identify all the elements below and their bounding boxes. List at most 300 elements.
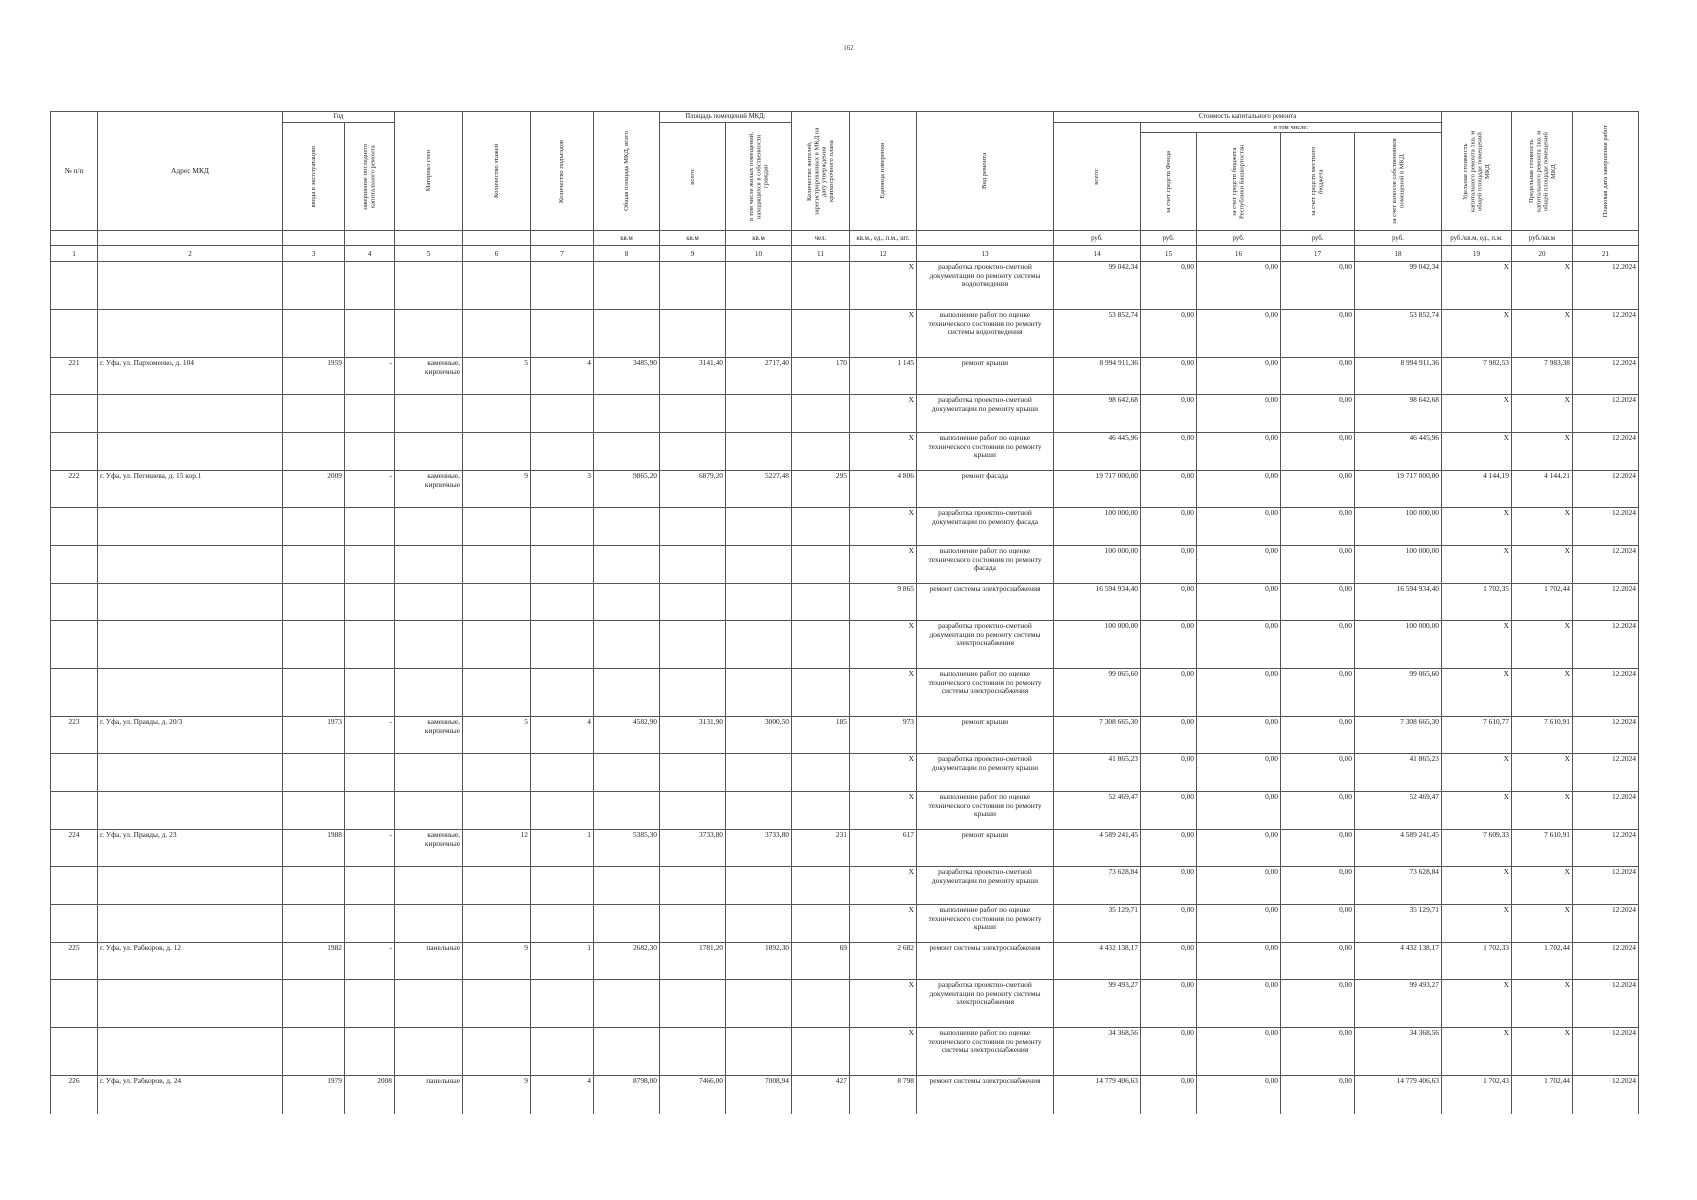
cell-date: 12.2024 <box>1573 754 1639 792</box>
cell-qty: 8 798 <box>850 1076 917 1114</box>
unit-cell <box>283 231 345 246</box>
header-area-total: всего: <box>660 123 726 231</box>
cell-mcost: 4 144,21 <box>1512 471 1573 508</box>
cell-y2: - <box>345 830 395 867</box>
header-including: в том числе: <box>1141 123 1442 133</box>
cell-ucost: X <box>1442 1028 1512 1076</box>
cell-floors: 12 <box>463 830 531 867</box>
cell-ucost: X <box>1442 621 1512 669</box>
cell-res <box>792 980 850 1028</box>
cell-floors <box>463 508 531 546</box>
cell-fund: 0,00 <box>1141 358 1197 395</box>
cell-owners: 100 000,00 <box>1355 546 1442 584</box>
header-residents: Количество жителей, зарегистрированных в МКД на дату утверждения краткосрочного плана <box>792 112 850 231</box>
cell-date: 12.2024 <box>1573 471 1639 508</box>
cell-material <box>395 905 463 943</box>
cell-y1: 1979 <box>283 1076 345 1114</box>
cell-address <box>98 792 283 830</box>
table-row <box>51 546 1639 584</box>
cell-fund: 0,00 <box>1141 508 1197 546</box>
unit-cell: руб. <box>1054 231 1141 246</box>
cell-total: 99 042,34 <box>1054 262 1141 310</box>
cell-tarea <box>594 310 660 358</box>
table-row <box>51 905 1639 943</box>
cell-floors <box>463 310 531 358</box>
cell-entr: 1 <box>531 830 594 867</box>
cell-y2 <box>345 546 395 584</box>
header-area-owned-sub: в том числе жилых помещений, находящихся в собственности граждан <box>726 123 792 231</box>
cell-address: г. Уфа, ул. Правды, д. 20/3 <box>98 717 283 754</box>
unit-cell <box>98 231 283 246</box>
unit-cell: руб./кв.м <box>1512 231 1573 246</box>
cell-local: 0,00 <box>1281 546 1355 584</box>
cell-y2 <box>345 669 395 717</box>
cell-tarea <box>594 621 660 669</box>
cell-total: 73 628,84 <box>1054 867 1141 905</box>
cell-date: 12.2024 <box>1573 395 1639 433</box>
cell-no <box>51 262 98 310</box>
cell-tarea <box>594 754 660 792</box>
cell-no <box>51 905 98 943</box>
cell-rep: 0,00 <box>1197 905 1281 943</box>
cell-tarea <box>594 395 660 433</box>
cell-tarea <box>594 905 660 943</box>
unit-cell <box>395 231 463 246</box>
cell-qty: X <box>850 433 917 471</box>
cell-entr <box>531 754 594 792</box>
page-number: 162 <box>843 44 854 52</box>
cell-fund: 0,00 <box>1141 905 1197 943</box>
cell-work: выполнение работ по оценке технического состояния по ремонту крыши <box>917 433 1054 471</box>
cell-fund: 0,00 <box>1141 310 1197 358</box>
cell-work: ремонт крыши <box>917 358 1054 395</box>
cell-owned <box>726 792 792 830</box>
cell-tarea <box>594 867 660 905</box>
cell-owners: 100 000,00 <box>1355 621 1442 669</box>
cell-work: ремонт системы электроснабжения <box>917 584 1054 621</box>
cell-address <box>98 584 283 621</box>
cell-rep: 0,00 <box>1197 1028 1281 1076</box>
cell-date: 12.2024 <box>1573 867 1639 905</box>
header-unit-cost: Удельная стоимость капитального ремонта 1кв. м общей площади помещений МКД <box>1442 112 1512 231</box>
cell-work: выполнение работ по оценке технического состояния по ремонту системы электроснабжения <box>917 669 1054 717</box>
cell-owners: 73 628,84 <box>1355 867 1442 905</box>
cell-floors <box>463 262 531 310</box>
cell-area: 1781,20 <box>660 943 726 980</box>
cell-material: каменные, кирпичные <box>395 471 463 508</box>
cell-owners: 16 594 934,40 <box>1355 584 1442 621</box>
cell-mcost: 7 610,91 <box>1512 830 1573 867</box>
cell-work: выполнение работ по оценке технического состояния по ремонту крыши <box>917 792 1054 830</box>
cell-total: 4 432 138,17 <box>1054 943 1141 980</box>
cell-res <box>792 508 850 546</box>
cell-y1 <box>283 584 345 621</box>
cell-rep: 0,00 <box>1197 395 1281 433</box>
unit-cell: руб. <box>1141 231 1197 246</box>
column-number: 18 <box>1355 246 1442 262</box>
cell-mcost: X <box>1512 621 1573 669</box>
cell-fund: 0,00 <box>1141 1028 1197 1076</box>
cell-address: г. Уфа, ул. Рабкоров, д. 12 <box>98 943 283 980</box>
column-number: 7 <box>531 246 594 262</box>
cell-address <box>98 508 283 546</box>
cell-local: 0,00 <box>1281 980 1355 1028</box>
cell-address <box>98 980 283 1028</box>
unit-cell <box>345 231 395 246</box>
cell-address <box>98 546 283 584</box>
unit-cell: кв.м., ед., п.м., шт. <box>850 231 917 246</box>
cell-qty: 617 <box>850 830 917 867</box>
cell-area <box>660 508 726 546</box>
cell-y1 <box>283 433 345 471</box>
cell-area <box>660 546 726 584</box>
cell-local: 0,00 <box>1281 621 1355 669</box>
cell-res <box>792 669 850 717</box>
cell-material <box>395 792 463 830</box>
cell-y1 <box>283 754 345 792</box>
cell-local: 0,00 <box>1281 792 1355 830</box>
cell-owned: 5227,48 <box>726 471 792 508</box>
cell-rep: 0,00 <box>1197 754 1281 792</box>
unit-cell: кв.м <box>726 231 792 246</box>
cell-res <box>792 395 850 433</box>
cell-owned <box>726 433 792 471</box>
cell-material: каменные, кирпичные <box>395 358 463 395</box>
cell-owners: 35 129,71 <box>1355 905 1442 943</box>
header-max-cost: Предельная стоимость капитального ремонта 1кв. м общей площади помещений МКД <box>1512 112 1573 231</box>
cell-material <box>395 546 463 584</box>
cell-entr <box>531 792 594 830</box>
cell-no: 223 <box>51 717 98 754</box>
cell-floors <box>463 584 531 621</box>
cell-date: 12.2024 <box>1573 1028 1639 1076</box>
cell-material <box>395 395 463 433</box>
cell-owned <box>726 754 792 792</box>
cell-work: выполнение работ по оценке технического состояния по ремонту фасада <box>917 546 1054 584</box>
cell-tarea: 3485,90 <box>594 358 660 395</box>
cell-y1 <box>283 980 345 1028</box>
table-row <box>51 395 1639 433</box>
cell-y2: - <box>345 943 395 980</box>
cell-tarea <box>594 546 660 584</box>
cell-mcost: X <box>1512 905 1573 943</box>
cell-entr <box>531 546 594 584</box>
cell-work: ремонт крыши <box>917 830 1054 867</box>
unit-cell: руб. <box>1197 231 1281 246</box>
cell-ucost: X <box>1442 867 1512 905</box>
cell-tarea: 8798,00 <box>594 1076 660 1114</box>
cell-address <box>98 310 283 358</box>
cell-total: 4 589 241,45 <box>1054 830 1141 867</box>
header-work-type: Вид ремонта <box>917 112 1054 231</box>
cell-address <box>98 754 283 792</box>
cell-owned <box>726 905 792 943</box>
table-row <box>51 669 1639 717</box>
header-entrances: Количество подъездов <box>531 112 594 231</box>
cell-y1 <box>283 905 345 943</box>
cell-owned: 7008,94 <box>726 1076 792 1114</box>
cell-mcost: 1 702,44 <box>1512 943 1573 980</box>
capital-repair-table <box>50 111 1639 1114</box>
unit-cell: кв.м <box>594 231 660 246</box>
cell-mcost: X <box>1512 433 1573 471</box>
header-total-area: Общая площадь МКД, всего <box>594 112 660 231</box>
cell-rep: 0,00 <box>1197 262 1281 310</box>
cell-owners: 52 469,47 <box>1355 792 1442 830</box>
cell-y1: 1988 <box>283 830 345 867</box>
cell-local: 0,00 <box>1281 830 1355 867</box>
cell-ucost: 7 610,77 <box>1442 717 1512 754</box>
cell-owners: 34 368,56 <box>1355 1028 1442 1076</box>
cell-address: г. Уфа, ул. Рабкоров, д. 24 <box>98 1076 283 1114</box>
cell-fund: 0,00 <box>1141 471 1197 508</box>
cell-total: 98 642,68 <box>1054 395 1141 433</box>
column-number: 14 <box>1054 246 1141 262</box>
header-num: № п/п <box>51 112 98 231</box>
cell-total: 41 865,23 <box>1054 754 1141 792</box>
cell-floors: 9 <box>463 471 531 508</box>
cell-date: 12.2024 <box>1573 310 1639 358</box>
cell-tarea <box>594 433 660 471</box>
column-number: 20 <box>1512 246 1573 262</box>
cell-ucost: 4 144,19 <box>1442 471 1512 508</box>
cell-area <box>660 262 726 310</box>
header-planned-date: Плановая дата завершения работ <box>1573 112 1639 231</box>
cell-qty: 9 865 <box>850 584 917 621</box>
cell-ucost: X <box>1442 433 1512 471</box>
column-number: 4 <box>345 246 395 262</box>
cell-work: разработка проектно-сметной документации по ремонту фасада <box>917 508 1054 546</box>
cell-fund: 0,00 <box>1141 754 1197 792</box>
cell-date: 12.2024 <box>1573 905 1639 943</box>
cell-area <box>660 905 726 943</box>
unit-cell <box>51 231 98 246</box>
cell-y1: 1959 <box>283 358 345 395</box>
cell-area <box>660 792 726 830</box>
cell-tarea <box>594 980 660 1028</box>
cell-y2 <box>345 621 395 669</box>
cell-no <box>51 433 98 471</box>
cell-entr <box>531 1028 594 1076</box>
cell-rep: 0,00 <box>1197 830 1281 867</box>
cell-res <box>792 310 850 358</box>
cell-owned <box>726 395 792 433</box>
cell-qty: X <box>850 792 917 830</box>
cell-y1 <box>283 867 345 905</box>
cell-total: 52 469,47 <box>1054 792 1141 830</box>
cell-area <box>660 395 726 433</box>
cell-ucost: X <box>1442 546 1512 584</box>
column-number: 19 <box>1442 246 1512 262</box>
cell-total: 100 000,00 <box>1054 508 1141 546</box>
cell-material <box>395 262 463 310</box>
cell-rep: 0,00 <box>1197 792 1281 830</box>
cell-entr: 4 <box>531 358 594 395</box>
cell-fund: 0,00 <box>1141 584 1197 621</box>
table-row <box>51 754 1639 792</box>
table-row <box>51 792 1639 830</box>
cell-local: 0,00 <box>1281 669 1355 717</box>
cell-mcost: 7 610,91 <box>1512 717 1573 754</box>
column-number: 9 <box>660 246 726 262</box>
cell-floors <box>463 980 531 1028</box>
header-cost-owners: за счет взносов собственников помещений в МКД <box>1355 133 1442 231</box>
cell-local: 0,00 <box>1281 358 1355 395</box>
cell-area <box>660 310 726 358</box>
cell-work: выполнение работ по оценке технического состояния по ремонту системы водоотведения <box>917 310 1054 358</box>
unit-cell: кв.м <box>660 231 726 246</box>
cell-res <box>792 754 850 792</box>
cell-fund: 0,00 <box>1141 943 1197 980</box>
cell-owned: 3000,50 <box>726 717 792 754</box>
table-row <box>51 1028 1639 1076</box>
cell-y1: 1973 <box>283 717 345 754</box>
cell-floors <box>463 867 531 905</box>
cell-no <box>51 1028 98 1076</box>
cell-local: 0,00 <box>1281 717 1355 754</box>
cell-address: г. Уфа, ул. Пегишева, д. 15 кор.1 <box>98 471 283 508</box>
cell-ucost: X <box>1442 754 1512 792</box>
cell-res <box>792 433 850 471</box>
column-number: 16 <box>1197 246 1281 262</box>
cell-work: ремонт крыши <box>917 717 1054 754</box>
column-number: 13 <box>917 246 1054 262</box>
cell-tarea: 4582,90 <box>594 717 660 754</box>
cell-no: 222 <box>51 471 98 508</box>
cell-no: 221 <box>51 358 98 395</box>
cell-qty: X <box>850 980 917 1028</box>
cell-floors <box>463 433 531 471</box>
table-row <box>51 867 1639 905</box>
cell-entr <box>531 980 594 1028</box>
cell-date: 12.2024 <box>1573 584 1639 621</box>
cell-date: 12.2024 <box>1573 358 1639 395</box>
cell-ucost: X <box>1442 669 1512 717</box>
cell-floors <box>463 1028 531 1076</box>
cell-local: 0,00 <box>1281 262 1355 310</box>
cell-date: 12.2024 <box>1573 262 1639 310</box>
cell-rep: 0,00 <box>1197 546 1281 584</box>
cell-y2: - <box>345 717 395 754</box>
cell-floors <box>463 792 531 830</box>
cell-ucost: X <box>1442 508 1512 546</box>
cell-y1 <box>283 395 345 433</box>
cell-rep: 0,00 <box>1197 358 1281 395</box>
cell-floors <box>463 905 531 943</box>
cell-fund: 0,00 <box>1141 867 1197 905</box>
cell-owners: 99 493,27 <box>1355 980 1442 1028</box>
cell-y2 <box>345 508 395 546</box>
cell-material <box>395 980 463 1028</box>
cell-no: 224 <box>51 830 98 867</box>
cell-no <box>51 395 98 433</box>
cell-qty: X <box>850 310 917 358</box>
cell-rep: 0,00 <box>1197 669 1281 717</box>
cell-fund: 0,00 <box>1141 792 1197 830</box>
cell-floors <box>463 669 531 717</box>
column-number: 21 <box>1573 246 1639 262</box>
cell-y2 <box>345 433 395 471</box>
cell-work: ремонт системы электроснабжения <box>917 943 1054 980</box>
cell-entr: 4 <box>531 717 594 754</box>
cell-owners: 100 000,00 <box>1355 508 1442 546</box>
cell-rep: 0,00 <box>1197 717 1281 754</box>
cell-owned <box>726 508 792 546</box>
table-row <box>51 358 1639 395</box>
cell-local: 0,00 <box>1281 754 1355 792</box>
cell-entr <box>531 669 594 717</box>
cell-material <box>395 584 463 621</box>
cell-tarea: 2682,30 <box>594 943 660 980</box>
cell-fund: 0,00 <box>1141 980 1197 1028</box>
cell-owners: 41 865,23 <box>1355 754 1442 792</box>
cell-no <box>51 584 98 621</box>
cell-entr: 1 <box>531 943 594 980</box>
cell-fund: 0,00 <box>1141 262 1197 310</box>
cell-material <box>395 867 463 905</box>
cell-owned <box>726 546 792 584</box>
cell-address: г. Уфа, ул. Пархоменко, д. 104 <box>98 358 283 395</box>
column-number: 11 <box>792 246 850 262</box>
cell-area <box>660 584 726 621</box>
cell-y1 <box>283 508 345 546</box>
cell-material <box>395 310 463 358</box>
cell-ucost: 7 609,33 <box>1442 830 1512 867</box>
cell-no <box>51 792 98 830</box>
unit-cell <box>531 231 594 246</box>
cell-work: разработка проектно-сметной документации по ремонту крыши <box>917 867 1054 905</box>
cell-owners: 7 308 665,30 <box>1355 717 1442 754</box>
cell-no: 225 <box>51 943 98 980</box>
cell-rep: 0,00 <box>1197 943 1281 980</box>
cell-total: 35 129,71 <box>1054 905 1141 943</box>
header-area-group: Площадь помещений МКД: <box>660 112 792 123</box>
cell-work: разработка проектно-сметной документации по ремонту системы электроснабжения <box>917 980 1054 1028</box>
cell-tarea: 5385,30 <box>594 830 660 867</box>
unit-cell: руб. <box>1281 231 1355 246</box>
cell-floors <box>463 754 531 792</box>
cell-local: 0,00 <box>1281 905 1355 943</box>
unit-cell: чел. <box>792 231 850 246</box>
cell-y2 <box>345 867 395 905</box>
table-row <box>51 943 1639 980</box>
cell-total: 34 368,56 <box>1054 1028 1141 1076</box>
cell-material: каменные, кирпичные <box>395 717 463 754</box>
cell-no <box>51 508 98 546</box>
cell-y1: 2009 <box>283 471 345 508</box>
cell-y2: - <box>345 471 395 508</box>
cell-work: ремонт фасада <box>917 471 1054 508</box>
cell-res <box>792 546 850 584</box>
cell-y2 <box>345 905 395 943</box>
cell-total: 100 000,00 <box>1054 546 1141 584</box>
column-number: 15 <box>1141 246 1197 262</box>
cell-rep: 0,00 <box>1197 471 1281 508</box>
cell-y1: 1982 <box>283 943 345 980</box>
cell-no <box>51 867 98 905</box>
cell-ucost: 1 702,43 <box>1442 1076 1512 1114</box>
cell-mcost: X <box>1512 1028 1573 1076</box>
cell-mcost: X <box>1512 508 1573 546</box>
cell-res <box>792 584 850 621</box>
unit-cell <box>463 231 531 246</box>
cell-local: 0,00 <box>1281 310 1355 358</box>
cell-entr <box>531 584 594 621</box>
table-row <box>51 830 1639 867</box>
cell-owners: 46 445,96 <box>1355 433 1442 471</box>
cell-area: 7466,00 <box>660 1076 726 1114</box>
cell-area <box>660 669 726 717</box>
